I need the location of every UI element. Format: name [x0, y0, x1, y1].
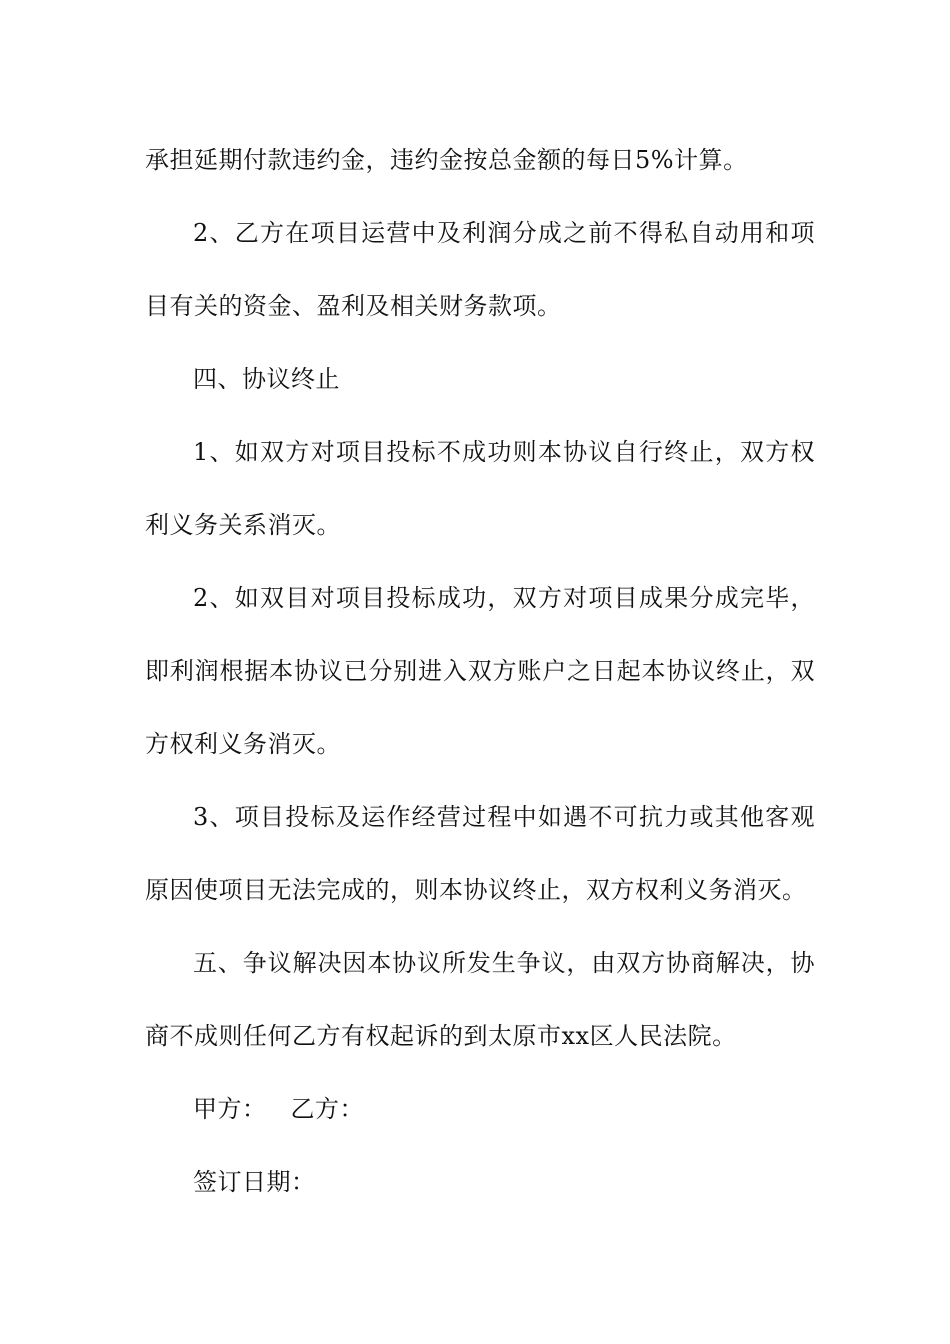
- party-b-label: 乙方：: [290, 1095, 364, 1123]
- paragraph-penalty-clause: 承担延期付款违约金，违约金按总金额的每日5%计算。: [145, 146, 748, 174]
- paragraph-termination-2: 2、如双目对项目投标成功，双方对项目成果分成完毕，即利润根据本协议已分别进入双方账户之日起本协议终止，双方权利义务消灭。: [145, 584, 815, 758]
- paragraph-termination-3: 3、项目投标及运作经营过程中如遇不可抗力或其他客观原因使项目无法完成的，则本协议终止，双方权利义务消灭。: [145, 803, 815, 904]
- section-heading-termination: 四、协议终止: [193, 365, 340, 393]
- sign-date-label: 签订日期：: [193, 1168, 316, 1196]
- document-body: [145, 124, 815, 1219]
- party-a-label: 甲方：: [193, 1095, 267, 1123]
- signature-line: [145, 1073, 815, 1146]
- paragraph-clause-2-funds: 2、乙方在项目运营中及利润分成之前不得私自动用和项目有关的资金、盈利及相关财务款项。: [145, 219, 815, 320]
- paragraph-dispute-resolution: 五、争议解决因本协议所发生争议，由双方协商解决，协商不成则任何乙方有权起诉的到太原市xx区人民法院。: [145, 949, 815, 1050]
- paragraph-termination-1: 1、如双方对项目投标不成功则本协议自行终止，双方权利义务关系消灭。: [145, 438, 815, 539]
